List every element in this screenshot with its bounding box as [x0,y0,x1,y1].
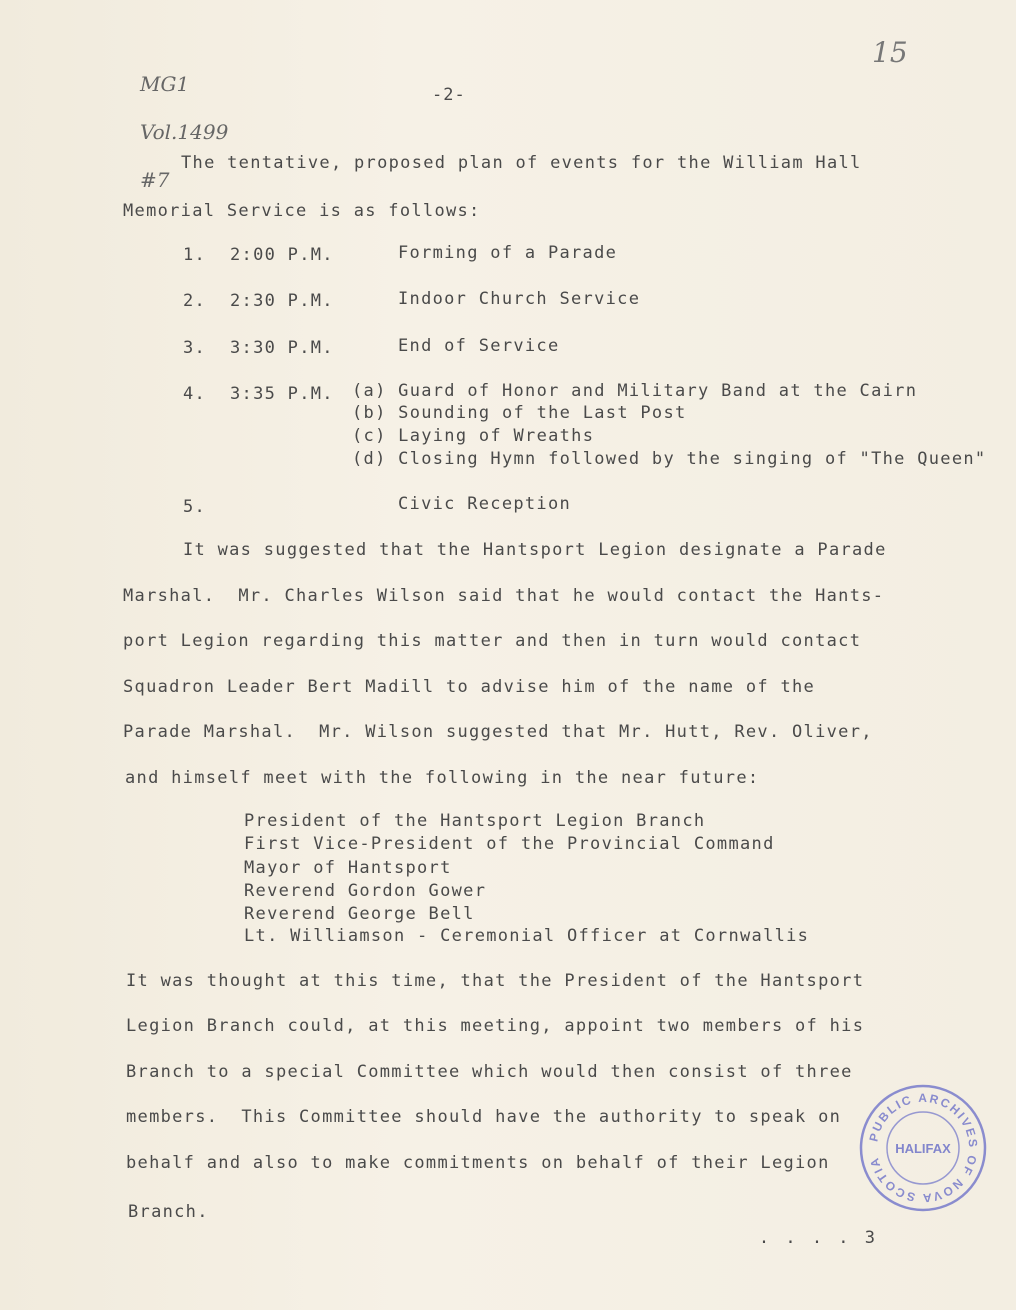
intro-line: Memorial Service is as follows: [123,201,481,221]
paragraph-line: It was thought at this time, that the President of the Hantsport [126,971,865,991]
event-number: 2. [183,291,207,311]
event-sub-item [352,403,687,423]
event-time: 2:00 P.M. [230,245,334,265]
paragraph-line: It was suggested that the Hantsport Legion designate a Parade [183,540,887,560]
paragraph-line: and himself meet with the following in the near future: [125,768,760,788]
sub-item-text: Guard of Honor and Military Band at the Cairn [398,381,918,401]
attendee-item: Reverend Gordon Gower [244,881,487,901]
event-description: Forming of a Parade [398,243,618,263]
svg-text:PUBLIC ARCHIVES OF NOVA SCOTIA: PUBLIC ARCHIVES OF NOVA SCOTIA [866,1090,981,1206]
sub-item-text: Closing Hymn followed by the singing of "The Queen" [398,449,987,469]
archive-stamp [858,1083,988,1213]
archival-reference-annotation [140,48,228,216]
paragraph-line: Branch to a special Committee which would then consist of three [126,1062,853,1082]
paragraph-line: Branch. [128,1202,209,1222]
paragraph-line: Squadron Leader Bert Madill to advise him of the name of the [123,677,816,697]
sub-item-label: (c) [352,426,387,446]
ref-line: MG1 [140,72,190,96]
sub-item-text: Sounding of the Last Post [398,403,687,423]
sub-item-label: (b) [352,403,387,423]
event-number: 1. [183,245,207,265]
event-number: 3. [183,338,207,358]
event-sub-item [352,381,917,401]
paragraph-line: members. This Committee should have the authority to speak on [126,1107,842,1127]
event-number: 5. [183,497,207,517]
paragraph-line: Marshal. Mr. Charles Wilson said that he would contact the Hants- [123,586,885,606]
paragraph-line: behalf and also to make commitments on behalf of their Legion [126,1153,830,1173]
continuation-marker: . . . . 3 [758,1228,878,1248]
paragraph-line: Parade Marshal. Mr. Wilson suggested that Mr. Hutt, Rev. Oliver, [123,722,873,742]
sub-item-text: Laying of Wreaths [398,426,595,446]
attendee-item: First Vice-President of the Provincial Command [244,834,775,854]
event-sub-item [352,449,986,469]
event-number: 4. [183,384,207,404]
attendee-item: Lt. Williamson - Ceremonial Officer at Cornwallis [244,926,810,946]
sub-item-label: (a) [352,381,387,401]
event-time: 3:30 P.M. [230,338,334,358]
paragraph-line: Legion Branch could, at this meeting, appoint two members of his [126,1016,865,1036]
event-description: Civic Reception [398,494,572,514]
svg-text:HALIFAX: HALIFAX [895,1141,951,1156]
attendee-item: President of the Hantsport Legion Branch [244,811,706,831]
ref-line: #7 [140,168,170,192]
intro-line: The tentative, proposed plan of events for the William Hall [181,153,862,173]
event-time: 2:30 P.M. [230,291,334,311]
folio-number: 15 [872,36,908,69]
paragraph-line: port Legion regarding this matter and then in turn would contact [123,631,862,651]
page-number: -2- [432,85,466,105]
event-sub-item [352,426,594,446]
event-description: End of Service [398,336,560,356]
ref-line: Vol.1499 [140,120,229,144]
event-description: Indoor Church Service [398,289,641,309]
event-time: 3:35 P.M. [230,384,334,404]
sub-item-label: (d) [352,449,387,469]
attendee-item: Mayor of Hantsport [244,858,452,878]
attendee-item: Reverend George Bell [244,904,475,924]
